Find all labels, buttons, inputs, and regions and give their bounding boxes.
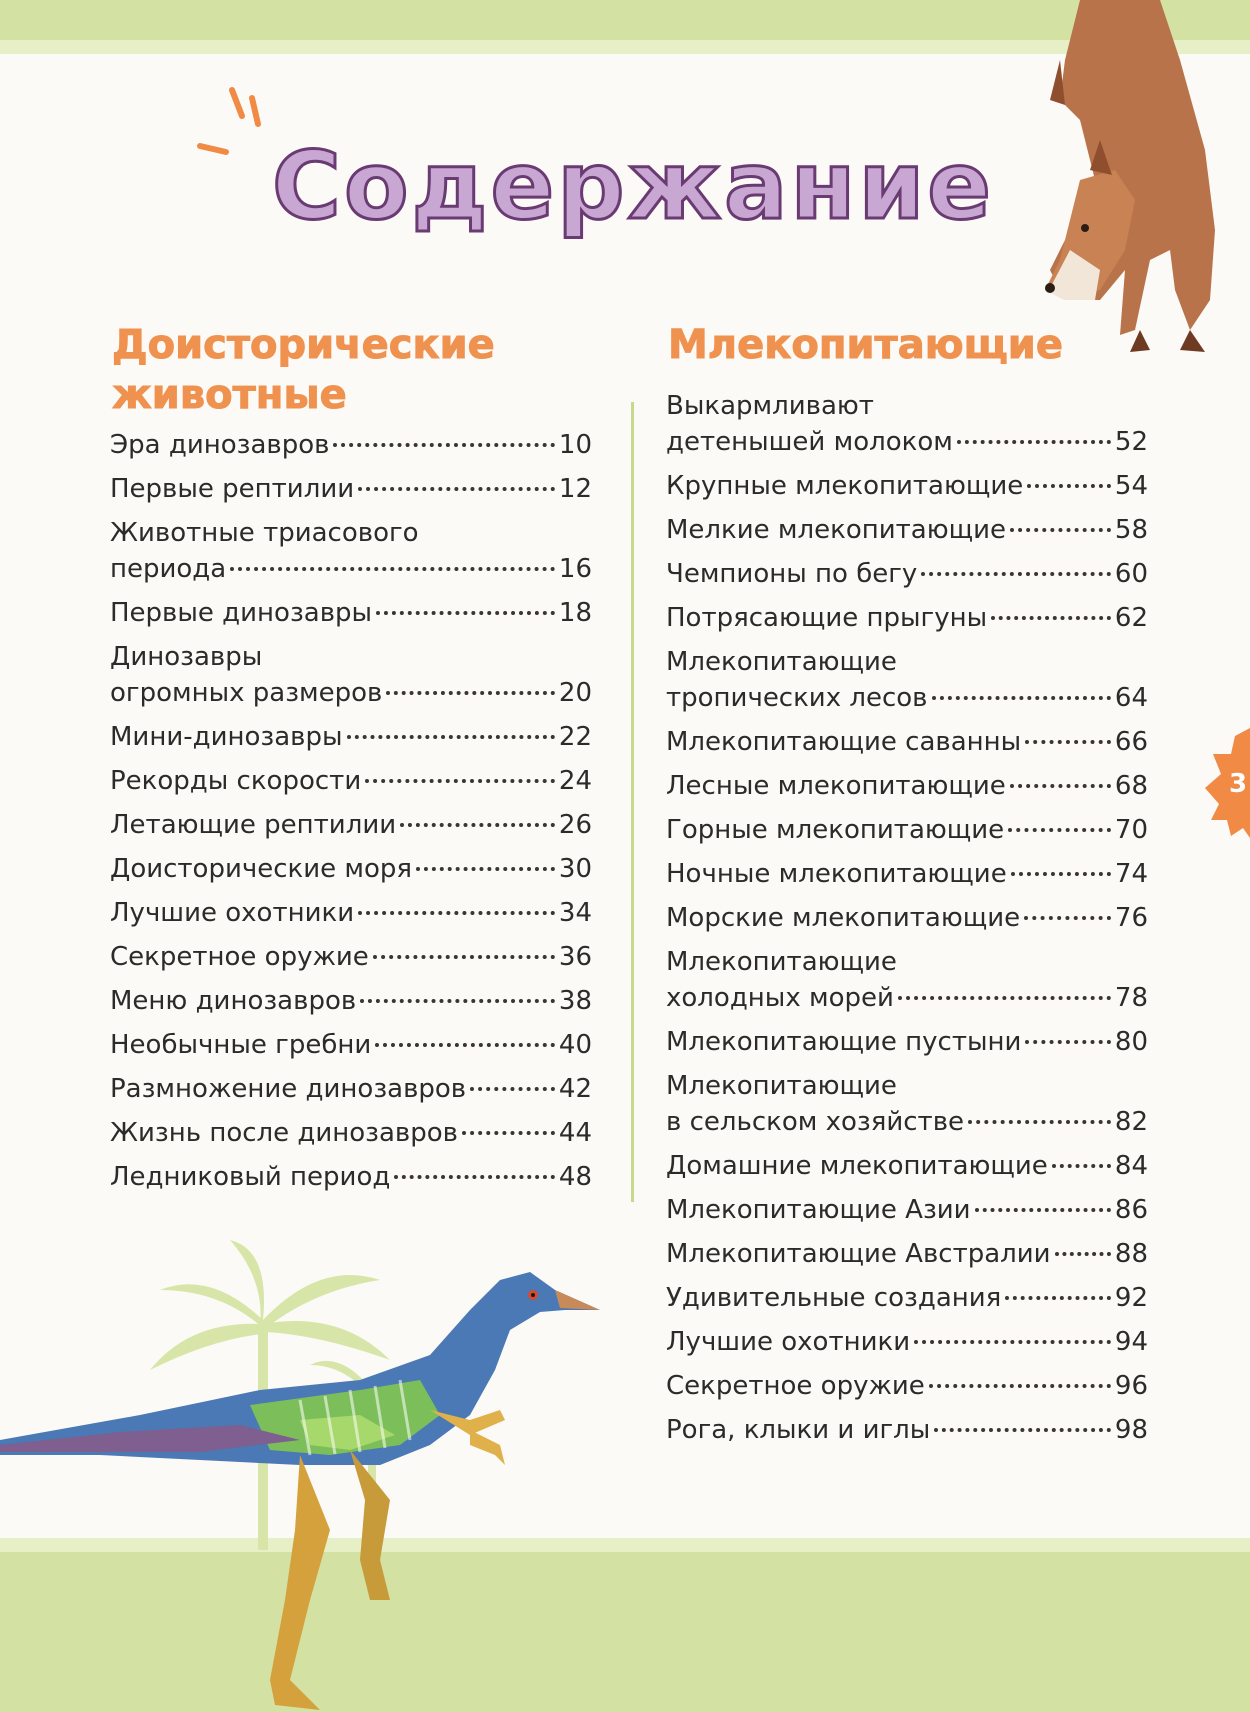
toc-entry[interactable]: Лесные млекопитающие 68	[666, 771, 1148, 801]
toc-entry[interactable]: Морские млекопитающие 76	[666, 903, 1148, 933]
column-divider	[631, 402, 634, 1202]
toc-entry[interactable]: Млекопитающие саванны 66	[666, 727, 1148, 757]
page-number-badge	[1205, 728, 1250, 838]
toc-entry[interactable]: Млекопитающие в сельском хозяйстве 82	[666, 1071, 1148, 1137]
toc-entry[interactable]: Первые динозавры 18	[110, 598, 592, 628]
toc-entry[interactable]: Мини-динозавры 22	[110, 722, 592, 752]
toc-entry[interactable]: Млекопитающие холодных морей 78	[666, 947, 1148, 1013]
toc-entry[interactable]: Выкармливают детенышей молоком 52	[666, 391, 1148, 457]
title-decoration-icon	[190, 84, 270, 174]
toc-entry[interactable]: Млекопитающие Австралии 88	[666, 1239, 1148, 1269]
toc-entry[interactable]: Лучшие охотники 34	[110, 898, 592, 928]
toc-entry[interactable]: Летающие рептилии 26	[110, 810, 592, 840]
section-title-mammals: Млекопитающие	[668, 322, 1063, 368]
toc-entry[interactable]: Домашние млекопитающие 84	[666, 1151, 1148, 1181]
page-title: Содержание	[272, 132, 995, 241]
toc-entry[interactable]: Эра динозавров 10	[110, 430, 592, 460]
toc-entry[interactable]: Потрясающие прыгуны 62	[666, 603, 1148, 633]
toc-entry[interactable]: Доисторические моря 30	[110, 854, 592, 884]
toc-entry[interactable]: Необычные гребни 40	[110, 1030, 592, 1060]
toc-entry[interactable]: Размножение динозавров 42	[110, 1074, 592, 1104]
section-title-prehistoric: Доисторические животные	[112, 322, 495, 418]
toc-entry[interactable]: Чемпионы по бегу 60	[666, 559, 1148, 589]
toc-entry[interactable]: Жизнь после динозавров 44	[110, 1118, 592, 1148]
toc-entry[interactable]: Ночные млекопитающие 74	[666, 859, 1148, 889]
toc-entry[interactable]: Меню динозавров 38	[110, 986, 592, 1016]
toc-entry[interactable]: Рога, клыки и иглы 98	[666, 1415, 1148, 1445]
toc-entry[interactable]: Секретное оружие 36	[110, 942, 592, 972]
toc-entry[interactable]: Динозавры огромных размеров 20	[110, 642, 592, 708]
toc-entry[interactable]: Млекопитающие тропических лесов 64	[666, 647, 1148, 713]
toc-list-mammals	[666, 388, 1148, 1456]
toc-entry[interactable]: Млекопитающие пустыни 80	[666, 1027, 1148, 1057]
toc-entry[interactable]: Крупные млекопитающие 54	[666, 471, 1148, 501]
dinosaur-illustration	[0, 1240, 620, 1712]
page-number: 3	[1229, 769, 1248, 799]
toc-entry[interactable]: Ледниковый период 48	[110, 1162, 592, 1192]
toc-entry[interactable]: Первые рептилии 12	[110, 474, 592, 504]
toc-entry[interactable]: Мелкие млекопитающие 58	[666, 515, 1148, 545]
toc-entry[interactable]: Горные млекопитающие 70	[666, 815, 1148, 845]
toc-list-prehistoric	[110, 427, 592, 1203]
toc-entry[interactable]: Рекорды скорости 24	[110, 766, 592, 796]
toc-entry[interactable]: Животные триасового периода 16	[110, 518, 592, 584]
toc-entry[interactable]: Секретное оружие 96	[666, 1371, 1148, 1401]
toc-entry[interactable]: Удивительные создания 92	[666, 1283, 1148, 1313]
toc-entry[interactable]: Млекопитающие Азии 86	[666, 1195, 1148, 1225]
toc-entry[interactable]: Лучшие охотники 94	[666, 1327, 1148, 1357]
